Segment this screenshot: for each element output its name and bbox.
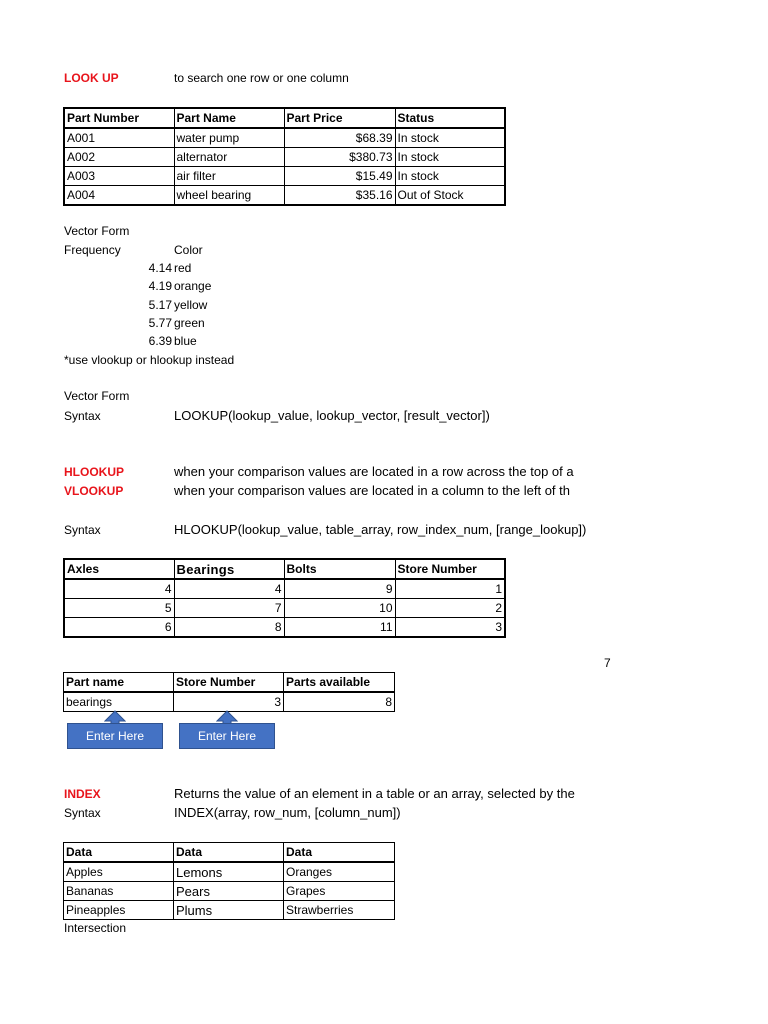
vlookup-description: when your comparison values are located in a column to the left of th	[174, 483, 570, 498]
color-value[interactable]: yellow	[174, 297, 208, 312]
list-item	[64, 314, 205, 332]
header-cell[interactable]: Store Number	[395, 559, 505, 579]
enter-here-button[interactable]: Enter Here	[67, 723, 163, 749]
table-row	[64, 599, 505, 618]
index-label: INDEX	[64, 787, 101, 801]
table-cell[interactable]: 10	[284, 599, 395, 618]
color-value[interactable]: red	[174, 261, 192, 275]
header-cell[interactable]: Data	[174, 843, 284, 863]
enter-here-button[interactable]: Enter Here	[179, 723, 275, 749]
table-cell[interactable]: 5	[64, 599, 174, 618]
table-cell[interactable]: wheel bearing	[174, 186, 284, 206]
up-arrow-icon	[216, 710, 238, 724]
color-header: Color	[174, 243, 203, 257]
fruit-table	[63, 842, 395, 920]
table-cell[interactable]: 4	[174, 579, 284, 599]
list-item	[64, 332, 197, 350]
vector-note: *use vlookup or hlookup instead	[64, 353, 235, 367]
table-cell[interactable]: air filter	[174, 167, 284, 186]
frequency-header: Frequency	[64, 243, 121, 257]
table-header-row	[64, 673, 395, 693]
table-header-row	[64, 108, 505, 128]
hlookup-syntax: HLOOKUP(lookup_value, table_array, row_index_num, [range_lookup])	[174, 522, 587, 537]
table-cell[interactable]: 2	[395, 599, 505, 618]
table-row	[64, 618, 505, 638]
parts-lookup-table	[63, 672, 395, 712]
header-cell[interactable]: Part name	[64, 673, 174, 693]
header-cell[interactable]: Axles	[64, 559, 174, 579]
table-cell[interactable]: In stock	[395, 167, 505, 186]
header-cell[interactable]: Data	[284, 843, 395, 863]
table-cell[interactable]: A002	[64, 148, 174, 167]
table-row	[64, 579, 505, 599]
table-cell[interactable]: 4	[64, 579, 174, 599]
table-cell[interactable]: A001	[64, 128, 174, 148]
header-cell[interactable]: Part Price	[284, 108, 395, 128]
table-cell[interactable]: Apples	[64, 862, 174, 882]
list-item	[64, 277, 212, 295]
table-row	[64, 148, 505, 167]
table-cell[interactable]: 9	[284, 579, 395, 599]
table-row	[64, 186, 505, 206]
table-cell[interactable]: Strawberries	[284, 901, 395, 920]
lookup-syntax: LOOKUP(lookup_value, lookup_vector, [result_vector])	[174, 408, 490, 423]
table-row	[64, 882, 395, 901]
parts-available-value[interactable]: 8	[284, 692, 395, 712]
syntax-label: Syntax	[64, 806, 101, 820]
header-cell[interactable]: Store Number	[174, 673, 284, 693]
header-cell[interactable]: Data	[64, 843, 174, 863]
store-number-input[interactable]: 3	[174, 692, 284, 712]
table-cell[interactable]: In stock	[395, 128, 505, 148]
frequency-value[interactable]: 5.17	[148, 297, 172, 312]
table-row	[64, 862, 395, 882]
index-description: Returns the value of an element in a table or an array, selected by the	[174, 786, 575, 801]
table-cell[interactable]: 7	[174, 599, 284, 618]
table-cell[interactable]: 11	[284, 618, 395, 638]
up-arrow-icon	[104, 710, 126, 724]
list-item	[64, 259, 192, 277]
header-cell[interactable]: Bearings	[174, 559, 284, 579]
table-row	[64, 692, 395, 712]
header-cell[interactable]: Part Number	[64, 108, 174, 128]
table-cell[interactable]: alternator	[174, 148, 284, 167]
frequency-value[interactable]: 4.19	[148, 279, 172, 294]
table-cell[interactable]: water pump	[174, 128, 284, 148]
header-cell[interactable]: Part Name	[174, 108, 284, 128]
vector-form-title-2: Vector Form	[64, 389, 130, 403]
header-cell[interactable]: Bolts	[284, 559, 395, 579]
header-cell[interactable]: Parts available	[284, 673, 395, 693]
syntax-label: Syntax	[64, 523, 101, 537]
lookup-label: LOOK UP	[64, 71, 119, 85]
table-cell[interactable]: Oranges	[284, 862, 395, 882]
color-value[interactable]: green	[174, 315, 205, 330]
table-cell[interactable]: A004	[64, 186, 174, 206]
color-value[interactable]: orange	[174, 279, 212, 294]
frequency-color-list	[64, 259, 212, 350]
intersection-label: Intersection	[64, 921, 127, 935]
table-cell[interactable]: Out of Stock	[395, 186, 505, 206]
table-cell[interactable]: Pineapples	[64, 901, 174, 920]
table-cell[interactable]: Grapes	[284, 882, 395, 901]
axles-table	[63, 558, 506, 638]
header-cell[interactable]: Status	[395, 108, 505, 128]
table-cell[interactable]: Pears	[174, 882, 284, 901]
vlookup-label: VLOOKUP	[64, 484, 124, 498]
syntax-label: Syntax	[64, 409, 101, 423]
frequency-value[interactable]: 5.77	[148, 315, 172, 330]
table-cell[interactable]: $15.49	[284, 167, 395, 186]
table-cell[interactable]: Bananas	[64, 882, 174, 901]
frequency-value[interactable]: 6.39	[148, 334, 172, 349]
list-item	[64, 296, 208, 314]
hlookup-description: when your comparison values are located in a row across the top of a	[174, 464, 574, 479]
table-row	[64, 901, 395, 920]
color-value[interactable]: blue	[174, 334, 197, 349]
table-cell[interactable]: A003	[64, 167, 174, 186]
table-row	[64, 128, 505, 148]
table-cell[interactable]: 8	[174, 618, 284, 638]
lookup-description: to search one row or one column	[174, 71, 349, 85]
table-cell[interactable]: $380.73	[284, 148, 395, 167]
vector-form-title: Vector Form	[64, 224, 130, 238]
table-row	[64, 167, 505, 186]
frequency-value[interactable]: 4.14	[148, 261, 172, 275]
part-name-input[interactable]: bearings	[64, 692, 174, 712]
table-cell[interactable]: $35.16	[284, 186, 395, 206]
table-cell[interactable]: Lemons	[174, 862, 284, 882]
parts-table	[63, 107, 506, 206]
table-cell[interactable]: $68.39	[284, 128, 395, 148]
table-cell[interactable]: 1	[395, 579, 505, 599]
table-header-row	[64, 843, 395, 863]
index-syntax: INDEX(array, row_num, [column_num])	[174, 805, 401, 820]
table-cell[interactable]: 6	[64, 618, 174, 638]
table-cell[interactable]: In stock	[395, 148, 505, 167]
hlookup-label: HLOOKUP	[64, 465, 124, 479]
table-header-row	[64, 559, 505, 579]
table-cell[interactable]: Plums	[174, 901, 284, 920]
table-cell[interactable]: 3	[395, 618, 505, 638]
stray-cell-value[interactable]: 7	[604, 656, 611, 670]
